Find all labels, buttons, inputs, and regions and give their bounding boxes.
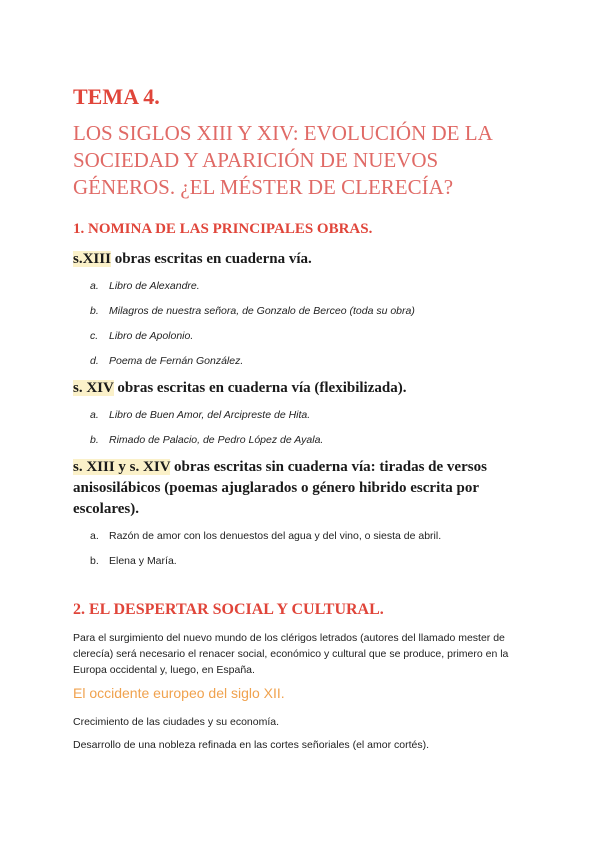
- list-marker: a.: [90, 409, 99, 421]
- group-label: s.XIII: [73, 251, 111, 267]
- list-item: [90, 529, 441, 543]
- list-marker: a.: [90, 530, 99, 542]
- list-item: [90, 279, 200, 293]
- list-item: [90, 408, 310, 422]
- group-heading-xiii: [73, 249, 513, 270]
- intro-paragraph: Para el surgimiento del nuevo mundo de los clérigos letrados (autores del llamado mester de clerecía) será necesario el renacer social, económico y cultural que se produce, primero en la Europa occidental y, luego, en España.: [73, 632, 509, 676]
- page-title: LOS SIGLOS XIII Y XIV: EVOLUCIÓN DE LA SOCIEDAD Y APARICIÓN DE NUEVOS GÉNEROS. ¿EL MÉSTER DE CLERECÍA?: [73, 121, 492, 199]
- list-marker: b.: [90, 555, 99, 567]
- list-marker: d.: [90, 355, 99, 367]
- list-item-text: Libro de Apolonio.: [109, 330, 194, 342]
- list-item-text: Libro de Buen Amor, del Arcipreste de Hita.: [109, 409, 311, 421]
- list-item-text: Elena y María.: [109, 555, 177, 567]
- body-paragraph: Desarrollo de una nobleza refinada en las cortes señoriales (el amor cortés).: [73, 739, 430, 751]
- group-heading-xiv: [73, 378, 513, 399]
- tema-label: TEMA 4.: [73, 84, 160, 109]
- list-marker: c.: [90, 330, 99, 342]
- list-marker: b.: [90, 305, 99, 317]
- list-item-text: Libro de Alexandre.: [109, 280, 200, 292]
- body-paragraph: Crecimiento de las ciudades y su economía.: [73, 716, 280, 728]
- subheading: El occidente europeo del siglo XII.: [73, 685, 285, 701]
- list-item: [90, 354, 243, 368]
- list-item: [90, 554, 177, 568]
- group-heading-xiii-xiv: [73, 457, 513, 520]
- group-description: obras escritas en cuaderna vía (flexibilizada).: [113, 380, 407, 396]
- section1-heading: 1. NOMINA DE LAS PRINCIPALES OBRAS.: [73, 221, 373, 237]
- list-item-text: Rimado de Palacio, de Pedro López de Ayala.: [109, 434, 324, 446]
- list-item-text: Razón de amor con los denuestos del agua y del vino, o siesta de abril.: [109, 530, 442, 542]
- list-item: [90, 433, 323, 447]
- list-item: [90, 304, 415, 318]
- list-item: [90, 329, 193, 343]
- list-marker: b.: [90, 434, 99, 446]
- section2-heading: 2. EL DESPERTAR SOCIAL Y CULTURAL.: [73, 601, 384, 618]
- group-description: obras escritas en cuaderna vía.: [110, 251, 312, 267]
- group-label: s. XIII y s. XIV: [73, 459, 171, 475]
- list-marker: a.: [90, 280, 99, 292]
- list-item-text: Milagros de nuestra señora, de Gonzalo de Berceo (toda su obra): [109, 305, 415, 317]
- list-item-text: Poema de Fernán González.: [109, 355, 244, 367]
- group-description: obras escritas sin cuaderna vía: tiradas de versos anisosilábicos (poemas ajuglarados o género hibrido escrita por escolares).: [73, 459, 487, 517]
- group-label: s. XIV: [73, 380, 114, 396]
